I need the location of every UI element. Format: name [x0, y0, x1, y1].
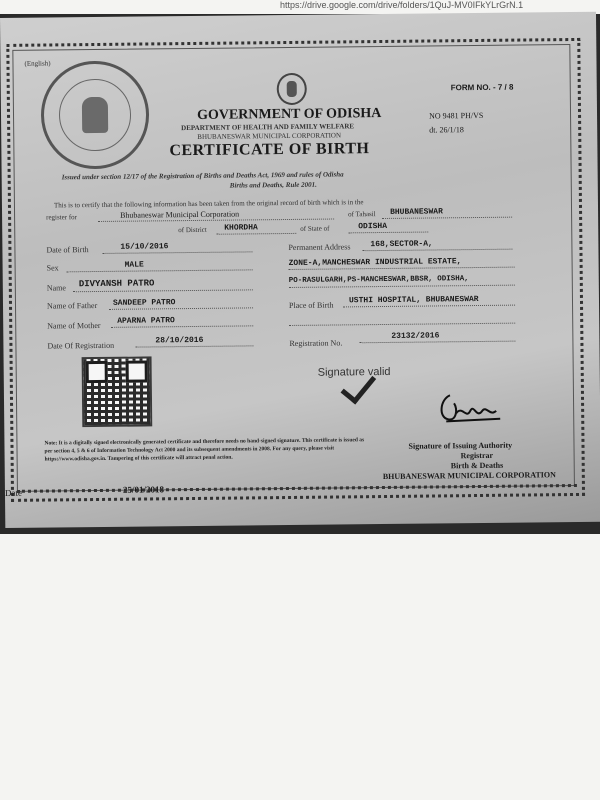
seal-center [59, 79, 132, 152]
birth-certificate [0, 12, 600, 528]
mother-value: APARNA PATRO [117, 316, 175, 326]
name-label: Name [46, 283, 66, 293]
national-emblem-icon [82, 97, 108, 133]
registrar-signature [436, 389, 506, 426]
birth-place-value: USTHI HOSPITAL, BHUBANESWAR [348, 295, 479, 306]
address-line-2: ZONE-A,MANCHESWAR INDUSTRIAL ESTATE, [288, 257, 462, 268]
name-value: DIVYANSH PATRO [78, 278, 155, 290]
signature-valid-label: Signature valid [317, 365, 391, 379]
register-for-label: register for [46, 213, 78, 222]
births-deaths-label: Birth & Deaths [450, 460, 504, 471]
dob-label: Date of Birth [46, 245, 89, 255]
father-label: Name of Father [46, 300, 98, 311]
address-line-1: 168,SECTOR-A, [370, 239, 433, 250]
issue-date-label: Date [4, 487, 23, 498]
corporation-name: BHUBANESWAR MUNICIPAL CORPORATION [197, 131, 342, 141]
tahasil-label: of Tahasil [348, 210, 376, 219]
dob-value: 15/10/2016 [120, 242, 169, 252]
registration-date-label: Date Of Registration [47, 340, 115, 351]
english-label: (English) [24, 59, 51, 68]
qr-code [82, 356, 153, 427]
address-label: Permanent Address [288, 242, 351, 252]
authority-corporation-label: BHUBANESWAR MUNICIPAL CORPORATION [382, 470, 556, 482]
form-number: FORM NO. - 7 / 8 [450, 82, 514, 93]
sex-label: Sex [46, 263, 59, 273]
digital-signature-note: Note: It is a digitally signed electronically generated certificate and therefore needs no hand-signed signature. This certificate is issued as per section 4, 5 & 6 of Information Technology Act 2000 and its subsequent amendments in 2008. For any query, please visit https://www.odisha.gov.in. Tampering of this certificate will attract penal action. [44, 437, 365, 463]
city-health-seal [40, 60, 149, 169]
district-label: of District [178, 225, 207, 235]
mother-label: Name of Mother [47, 320, 101, 331]
certificate-title: CERTIFICATE OF BIRTH [169, 140, 370, 160]
state-emblem-icon [277, 73, 307, 105]
issued-under-line-1: Issued under section 12/17 of the Registration of Births and Deaths Act, 1969 and rules of Odisha [61, 170, 344, 182]
tahasil-value: BHUBANESWAR [390, 207, 443, 217]
father-value: SANDEEP PATRO [112, 298, 176, 308]
registration-number-value: 23132/2016 [391, 331, 440, 341]
certify-statement: This is to certify that the following information has been taken from the original record of birth which is in the [53, 198, 364, 210]
reference-date: dt. 26/1/18 [429, 125, 464, 135]
issue-date-value: 25/01/2018 [122, 484, 165, 495]
registration-date-value: 28/10/2016 [155, 335, 204, 346]
issuing-authority-label: Signature of Issuing Authority [408, 440, 513, 451]
reference-number: NO 9481 PH/VS [429, 110, 484, 121]
registration-number-label: Registration No. [289, 338, 343, 348]
state-value: ODISHA [358, 221, 388, 232]
address-line-3: PO-RASULGARH,PS-MANCHESWAR,BBSR, ODISHA, [288, 275, 469, 285]
state-label: of State of [300, 224, 330, 233]
registrar-label: Registrar [460, 450, 494, 461]
department-name: DEPARTMENT OF HEALTH AND FAMILY WELFARE [181, 122, 355, 133]
government-title: GOVERNMENT OF ODISHA [196, 106, 382, 123]
birth-place-label: Place of Birth [288, 300, 334, 310]
register-for-value: Bhubaneswar Municipal Corporation [120, 209, 240, 220]
issued-under-line-2: Births and Deaths, Rule 2001. [229, 180, 317, 190]
district-value: KHORDHA [224, 223, 258, 233]
sex-value: MALE [124, 260, 144, 270]
browser-url: https://drive.google.com/drive/folders/1QuJ-MV0IFkYLrGrN.1 [280, 0, 524, 10]
